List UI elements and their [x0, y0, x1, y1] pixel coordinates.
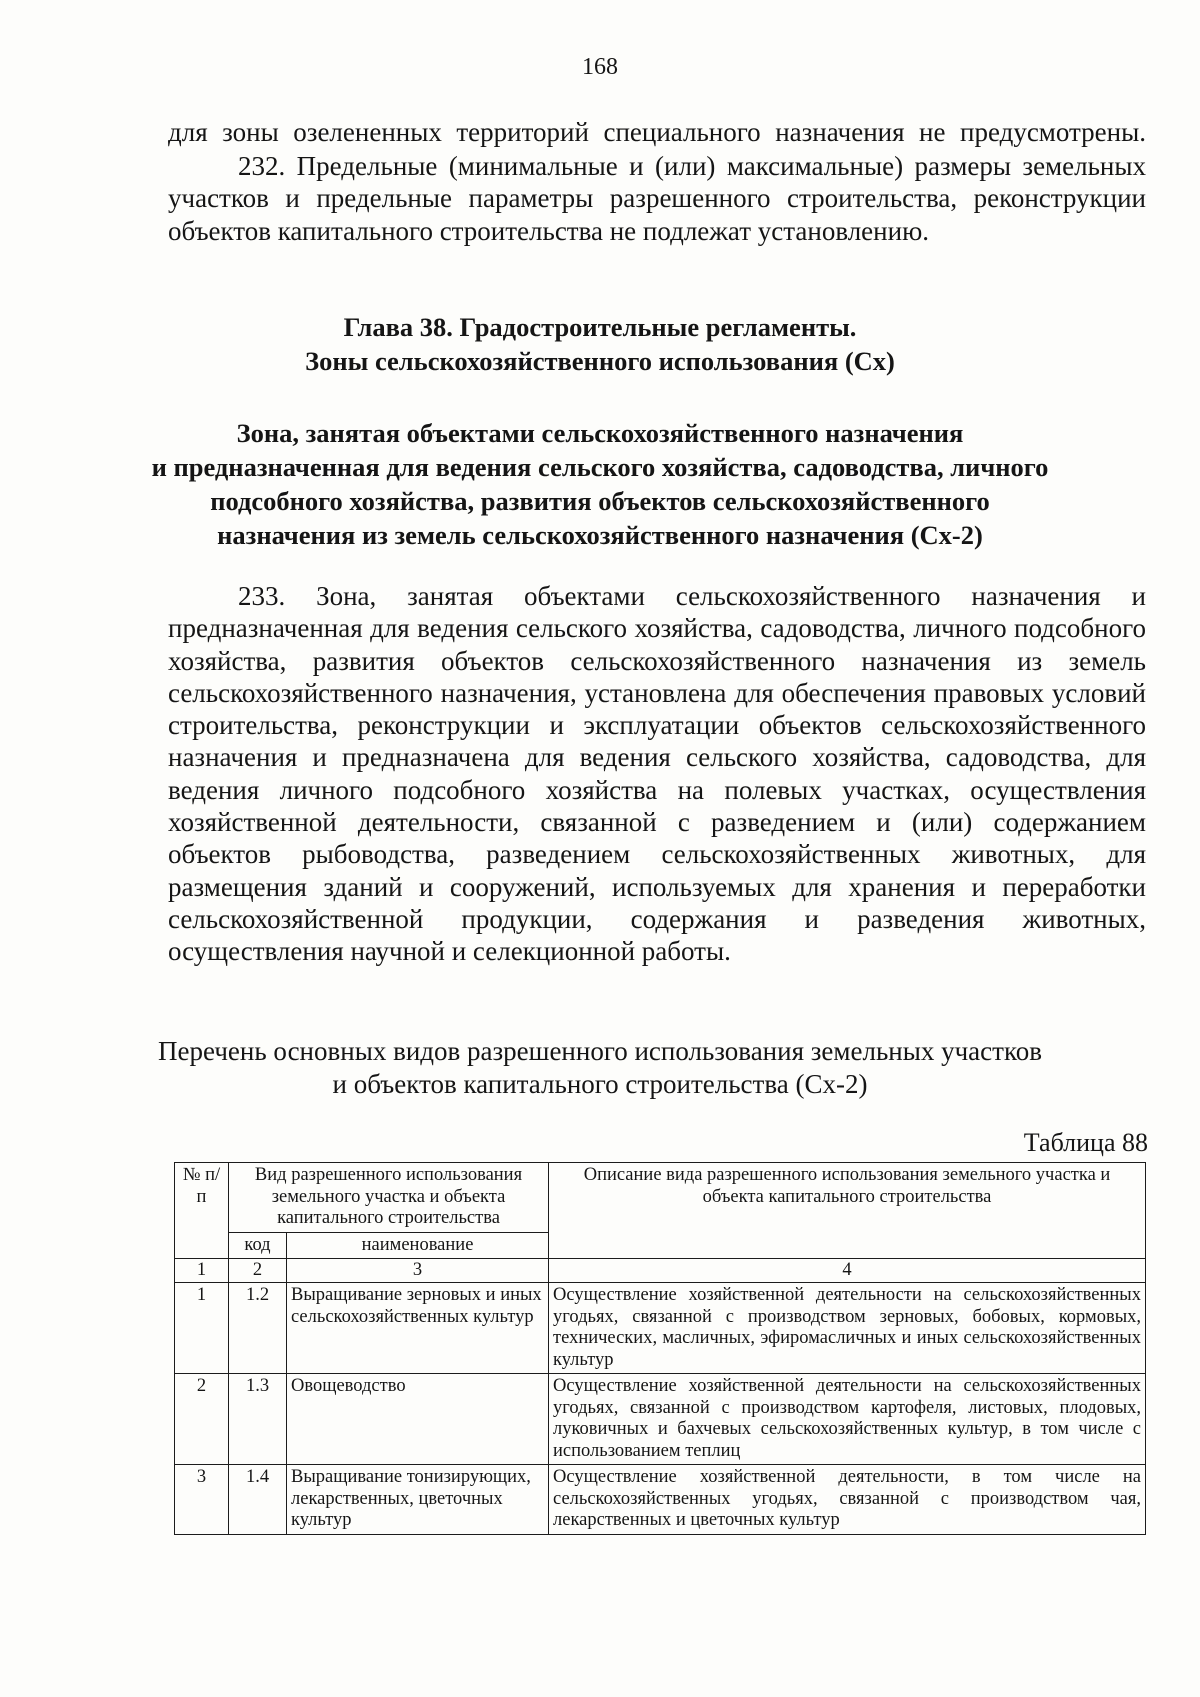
header-vid: Вид разрешенного использования земельного участка и объекта капитального строительства — [229, 1163, 549, 1233]
paragraph-continuation: для зоны озелененных территорий специального назначения не предусмотрены. — [168, 117, 1146, 147]
header-num: № п/п — [175, 1163, 229, 1259]
zone-heading-line: и предназначенная для ведения сельского хозяйства, садоводства, личного — [151, 452, 1049, 482]
paragraph-233: 233. Зона, занятая объектами сельскохозяйственного назначения и предназначенная для ведения сельского хозяйства, садоводства, личного подсобного хозяйства, развития объектов сельскохозяйственного назначения из земель сельскохозяйственного назначения, установлена для обеспечения правовых условий строительства, реконструкции и эксплуатации объектов сельскохозяйственного назначения и предназначена для ведения сельского хозяйства, садоводства, для ведения личного подсобного хозяйства на полевых участках, осуществления хозяйственной деятельности, связанной с разведением и (или) содержанием объектов рыбоводства, разведением сельскохозяйственных животных, для размещения зданий и сооружений, используемых для хранения и переработки сельскохозяйственной продукции, содержания и разведения животных, осуществления научной и селекционной работы. — [168, 581, 1146, 967]
table-row — [175, 1283, 1146, 1374]
list-title-line: и объектов капитального строительства (Сх-2) — [332, 1069, 868, 1099]
row-num: 1 — [175, 1283, 229, 1374]
row-code: 1.2 — [229, 1283, 287, 1374]
chapter-heading-line: Зоны сельскохозяйственного использования (Сх) — [305, 346, 895, 376]
zone-heading-line: Зона, занятая объектами сельскохозяйственного назначения — [236, 418, 964, 448]
row-num: 3 — [175, 1465, 229, 1535]
header-code: код — [229, 1232, 287, 1259]
row-code: 1.4 — [229, 1465, 287, 1535]
row-name: Выращивание зерновых и иных сельскохозяйственных культур — [287, 1283, 549, 1374]
list-title — [0, 1035, 1200, 1101]
row-desc: Осуществление хозяйственной деятельности, в том числе на сельскохозяйственных угодьях, связанной с производством чая, лекарственных и цветочных культур — [549, 1465, 1146, 1535]
table-row — [175, 1465, 1146, 1535]
zone-heading-line: назначения из земель сельскохозяйственного назначения (Сх-2) — [217, 520, 983, 550]
page-number: 168 — [582, 54, 618, 80]
table-label: Таблица 88 — [1023, 1128, 1148, 1157]
table-row — [175, 1374, 1146, 1465]
header-name: наименование — [287, 1232, 549, 1259]
list-title-line: Перечень основных видов разрешенного использования земельных участков — [158, 1036, 1042, 1066]
row-name: Овощеводство — [287, 1374, 549, 1465]
index-cell: 4 — [549, 1259, 1146, 1283]
chapter-heading-line: Глава 38. Градостроительные регламенты. — [343, 312, 857, 342]
zone-heading-line: подсобного хозяйства, развития объектов сельскохозяйственного — [210, 486, 990, 516]
table-header-row — [175, 1163, 1146, 1233]
chapter-heading — [0, 310, 1200, 378]
zone-heading — [0, 416, 1200, 552]
row-desc: Осуществление хозяйственной деятельности на сельскохозяйственных угодьях, связанной с производством зерновых, бобовых, кормовых, технических, масличных, эфиромасличных и иных сельскохозяйственных культур — [549, 1283, 1146, 1374]
index-cell: 1 — [175, 1259, 229, 1283]
index-cell: 2 — [229, 1259, 287, 1283]
header-desc: Описание вида разрешенного использования земельного участка и объекта капитального строительства — [549, 1163, 1146, 1259]
paragraph-232: 232. Предельные (минимальные и (или) максимальные) размеры земельных участков и предельные параметры разрешенного строительства, реконструкции объектов капитального строительства не подлежат установлению. — [168, 151, 1146, 246]
table-index-row — [175, 1259, 1146, 1283]
permitted-use-table — [174, 1162, 1146, 1535]
row-code: 1.3 — [229, 1374, 287, 1465]
index-cell: 3 — [287, 1259, 549, 1283]
row-num: 2 — [175, 1374, 229, 1465]
row-desc: Осуществление хозяйственной деятельности на сельскохозяйственных угодьях, связанной с производством картофеля, листовых, плодовых, луковичных и бахчевых сельскохозяйственных культур, в том числе с использованием теплиц — [549, 1374, 1146, 1465]
row-name: Выращивание тонизирующих, лекарственных, цветочных культур — [287, 1465, 549, 1535]
